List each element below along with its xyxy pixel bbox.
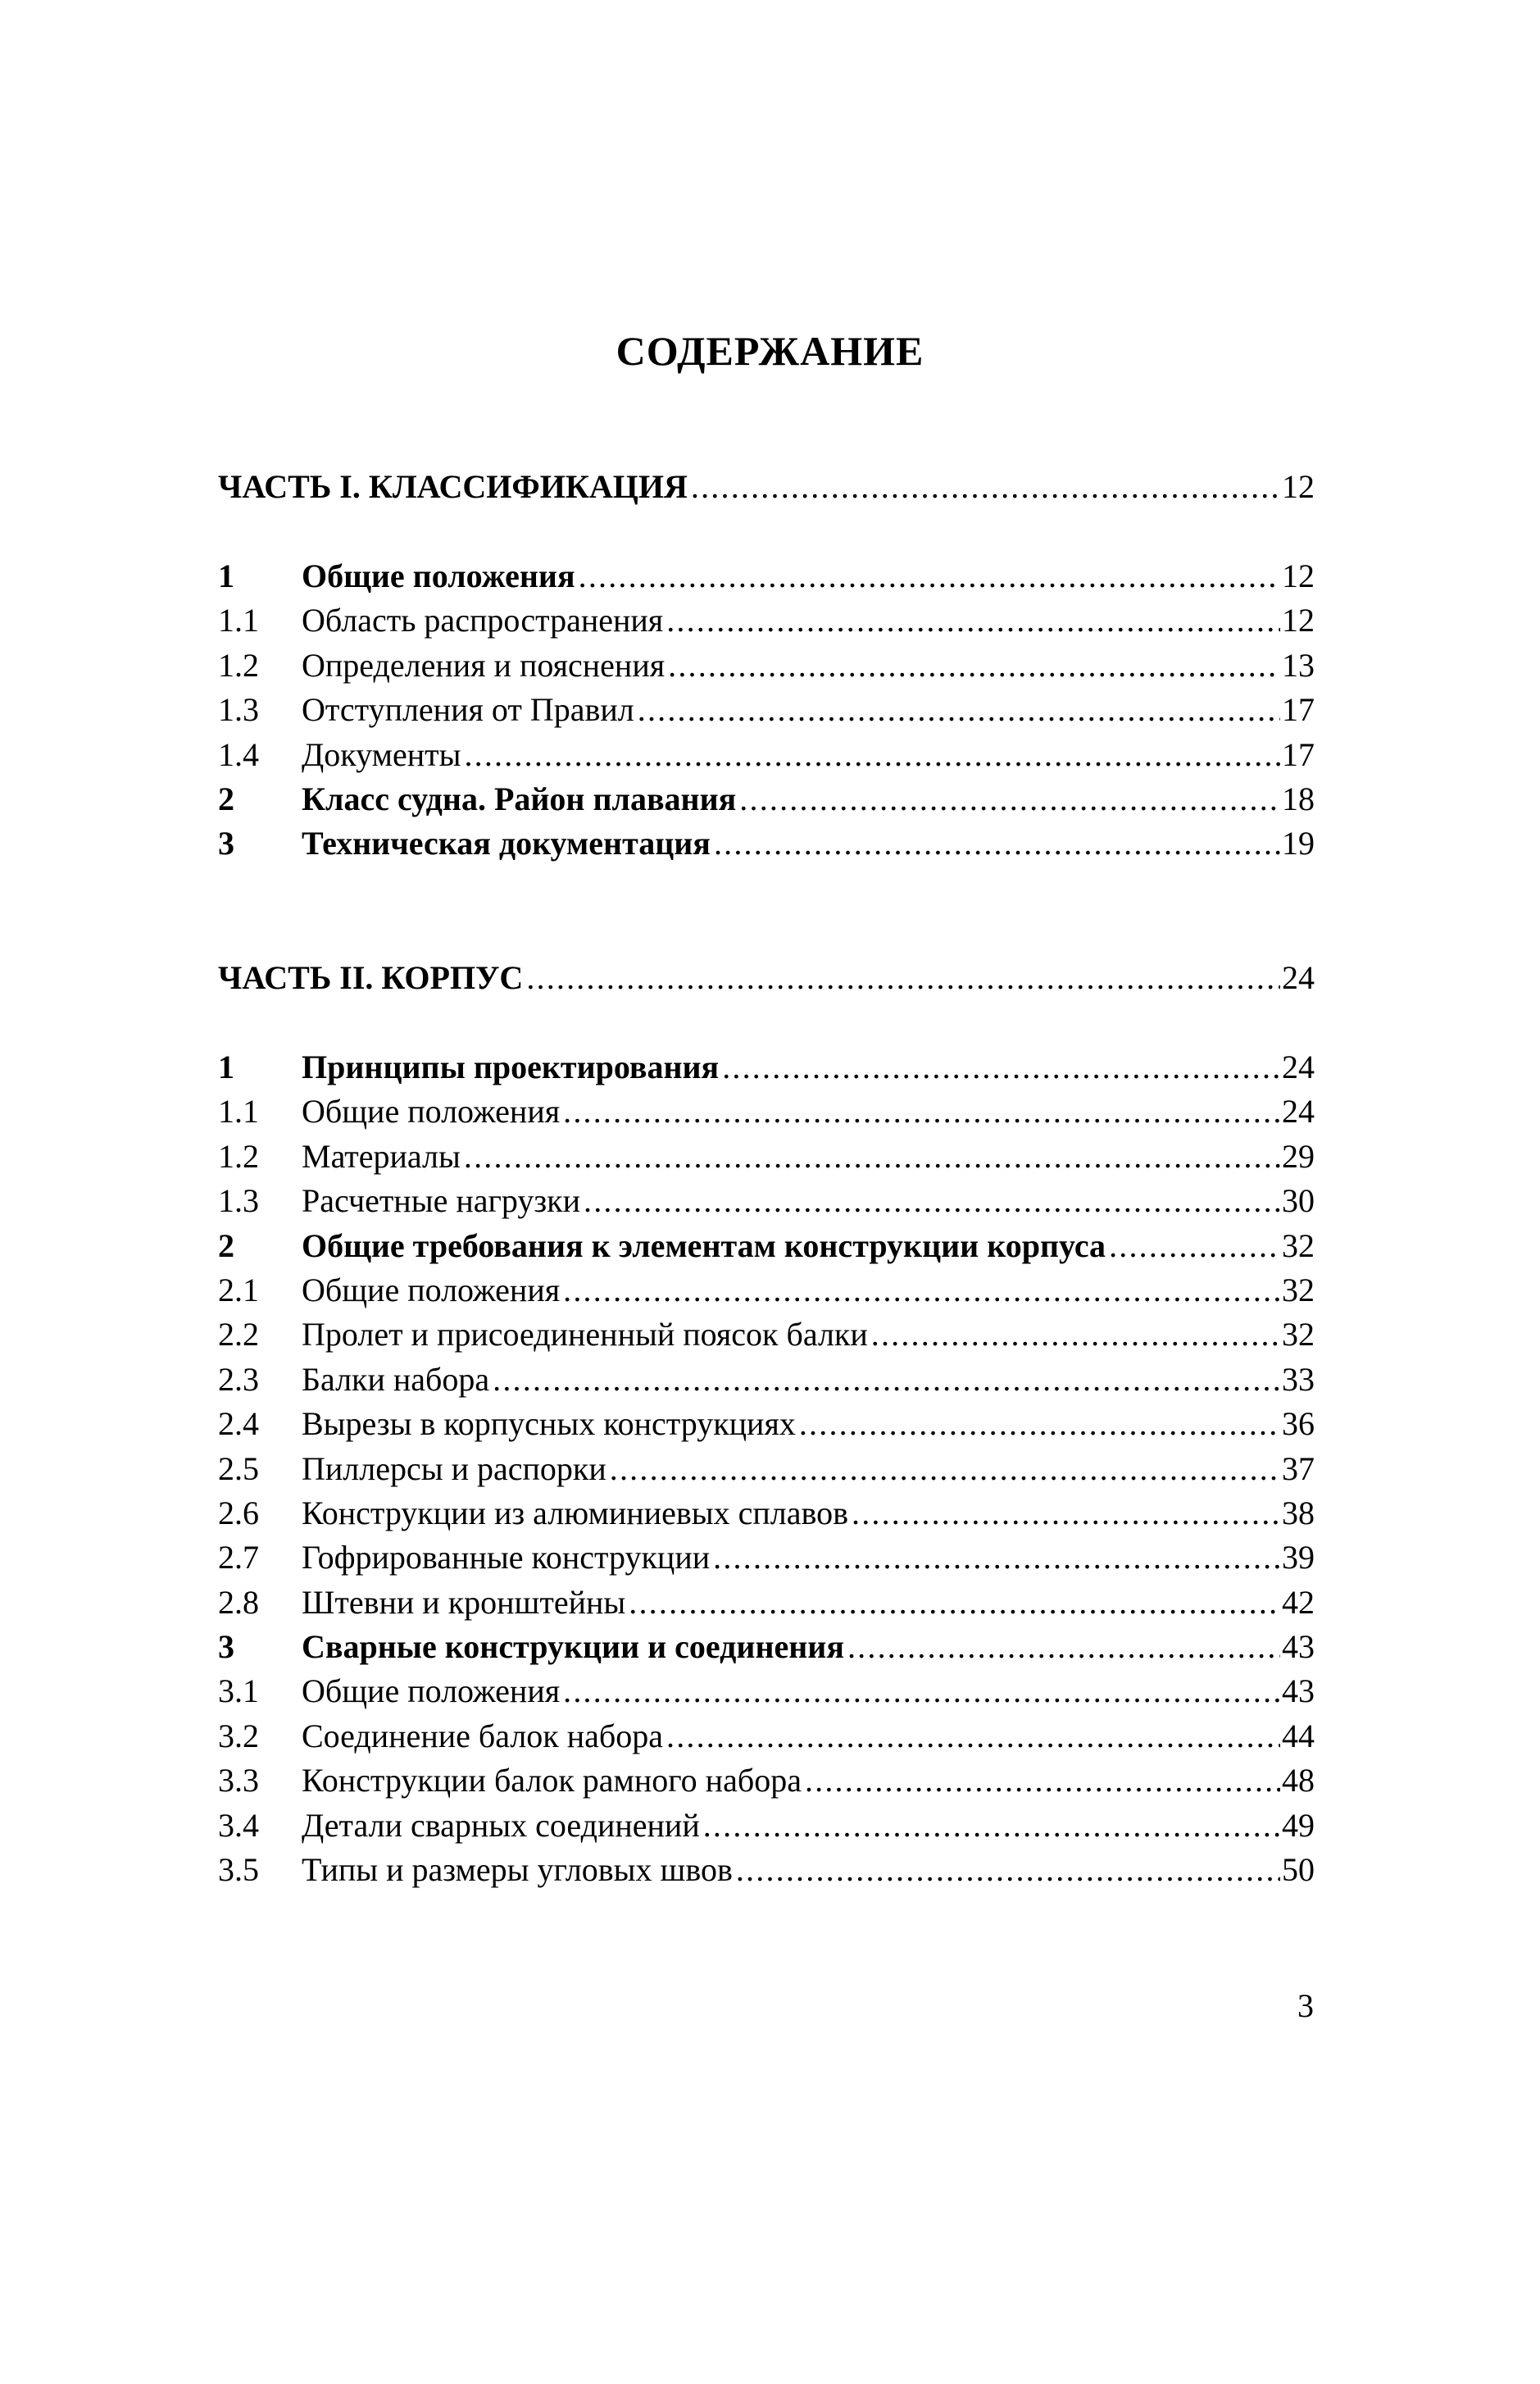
- toc-list: [218, 1045, 1315, 1892]
- dot-leader: [563, 1268, 1280, 1313]
- dot-leader: [563, 1090, 1280, 1134]
- toc-entry[interactable]: [218, 1758, 1315, 1803]
- toc-entry[interactable]: [218, 598, 1315, 643]
- toc-entry-page: 17: [1282, 735, 1315, 773]
- toc-entry-page: 36: [1282, 1405, 1315, 1443]
- toc-entry-page: 43: [1282, 1672, 1315, 1710]
- toc-entry[interactable]: [218, 1045, 1315, 1090]
- toc-entry-title: Общие положения: [302, 1672, 561, 1710]
- toc-part-heading[interactable]: [218, 956, 1315, 1000]
- toc-entry[interactable]: [218, 1669, 1315, 1713]
- dot-leader: [584, 1179, 1280, 1223]
- toc-entry-title: Гофрированные конструкции: [302, 1539, 711, 1576]
- toc-entry-number: 1.4: [218, 735, 259, 773]
- dot-leader: [493, 1358, 1280, 1402]
- toc-entry-page: 32: [1282, 1271, 1315, 1308]
- toc-entry-number: 1.3: [218, 691, 259, 729]
- dot-leader: [610, 1447, 1280, 1491]
- toc-entry[interactable]: [218, 1402, 1315, 1446]
- toc-part-2-heading: [218, 956, 1315, 1000]
- toc-entry[interactable]: [218, 1804, 1315, 1848]
- toc-entry[interactable]: [218, 1135, 1315, 1179]
- toc-entry-number: 3.1: [218, 1672, 259, 1710]
- toc-entry-title: Вырезы в корпусных конструкциях: [302, 1405, 796, 1443]
- toc-entry-title: Отступления от Правил: [302, 691, 634, 729]
- toc-entry-page: 17: [1282, 691, 1315, 729]
- dot-leader: [691, 465, 1280, 509]
- toc-entry-title: Пиллерсы и распорки: [302, 1449, 606, 1487]
- toc-entry-number: 2: [218, 780, 234, 817]
- toc-entry-number: 2.3: [218, 1360, 259, 1398]
- toc-entry[interactable]: [218, 1447, 1315, 1491]
- toc-entry-page: 37: [1282, 1449, 1315, 1487]
- toc-list: [218, 554, 1315, 867]
- toc-entry-page: 12: [1282, 557, 1315, 594]
- part-heading-text: ЧАСТЬ I. КЛАССИФИКАЦИЯ: [218, 468, 688, 505]
- part-heading-page: 12: [1282, 468, 1315, 505]
- toc-part-2-entries: [218, 1045, 1315, 1892]
- toc-entry[interactable]: [218, 1224, 1315, 1268]
- toc-entry[interactable]: [218, 733, 1315, 777]
- dot-leader: [713, 1535, 1280, 1580]
- dot-leader: [526, 956, 1280, 1000]
- toc-entry-page: 49: [1282, 1806, 1315, 1844]
- toc-entry-number: 3.4: [218, 1806, 259, 1844]
- dot-leader: [666, 598, 1280, 643]
- toc-part-1-heading: [218, 465, 1315, 509]
- toc-entry-page: 42: [1282, 1583, 1315, 1621]
- toc-entry-number: 1: [218, 1049, 234, 1085]
- toc-entry[interactable]: [218, 1581, 1315, 1625]
- toc-entry-page: 33: [1282, 1360, 1315, 1398]
- toc-entry[interactable]: [218, 1358, 1315, 1402]
- toc-entry-page: 44: [1282, 1717, 1315, 1754]
- toc-entry-number: 2.2: [218, 1316, 259, 1354]
- page-number: 3: [1297, 1987, 1314, 2024]
- toc-entry-page: 32: [1282, 1316, 1315, 1354]
- toc-entry-number: 1.1: [218, 1093, 259, 1131]
- toc-entry-page: 43: [1282, 1628, 1315, 1666]
- toc-entry-title: Определения и пояснения: [302, 646, 666, 684]
- toc-entry[interactable]: [218, 554, 1315, 598]
- toc-entry-number: 3.2: [218, 1717, 259, 1754]
- toc-entry-number: 2.4: [218, 1405, 259, 1443]
- toc-entry-title: Принципы проектирования: [302, 1049, 720, 1085]
- toc-entry-page: 39: [1282, 1539, 1315, 1576]
- toc-entry-page: 50: [1282, 1851, 1315, 1889]
- toc-entry-title: Техническая документация: [302, 825, 711, 862]
- toc-entry[interactable]: [218, 1090, 1315, 1134]
- part-heading-text: ЧАСТЬ II. КОРПУС: [218, 959, 524, 996]
- toc-entry[interactable]: [218, 688, 1315, 732]
- toc-entry[interactable]: [218, 777, 1315, 821]
- toc-entry-page: 38: [1282, 1494, 1315, 1531]
- toc-entry-page: 12: [1282, 602, 1315, 639]
- toc-entry[interactable]: [218, 1491, 1315, 1535]
- toc-entry-title: Область распространения: [302, 602, 664, 639]
- toc-entry-number: 2.7: [218, 1539, 259, 1576]
- dot-leader: [703, 1804, 1280, 1848]
- toc-entry-number: 1: [218, 557, 234, 594]
- toc-entry-page: 18: [1282, 780, 1315, 817]
- toc-entry[interactable]: [218, 1714, 1315, 1758]
- toc-entry-title: Типы и размеры угловых швов: [302, 1851, 733, 1889]
- toc-entry-title: Общие положения: [302, 1093, 561, 1131]
- toc-part-1-entries: [218, 554, 1315, 867]
- toc-entry-title: Общие положения: [302, 1271, 561, 1308]
- dot-leader: [852, 1491, 1280, 1535]
- toc-entry-number: 1.1: [218, 602, 259, 639]
- toc-entry-number: 1.3: [218, 1182, 259, 1220]
- toc-entry-number: 3: [218, 825, 234, 862]
- toc-entry[interactable]: [218, 644, 1315, 688]
- toc-entry-title: Штевни и кронштейны: [302, 1583, 626, 1621]
- dot-leader: [1109, 1224, 1280, 1268]
- toc-entry-title: Материалы: [302, 1137, 461, 1175]
- dot-leader: [847, 1625, 1280, 1669]
- toc-entry-title: Конструкции балок рамного набора: [302, 1762, 802, 1799]
- dot-leader: [714, 821, 1280, 866]
- toc-entry[interactable]: [218, 1535, 1315, 1580]
- toc-entry[interactable]: [218, 1848, 1315, 1892]
- toc-entry-title: Сварные конструкции и соединения: [302, 1628, 844, 1666]
- toc-entry-page: 19: [1282, 825, 1315, 862]
- toc-entry[interactable]: [218, 1625, 1315, 1669]
- dot-leader: [668, 644, 1280, 688]
- part-heading-page: 24: [1282, 959, 1315, 996]
- toc-entry-title: Соединение балок набора: [302, 1717, 663, 1754]
- toc-entry-page: 13: [1282, 646, 1315, 684]
- toc-entry-title: Пролет и присоединенный поясок балки: [302, 1316, 868, 1354]
- document-title: СОДЕРЖАНИЕ: [616, 328, 924, 374]
- dot-leader: [805, 1758, 1280, 1803]
- dot-leader: [736, 1848, 1280, 1892]
- toc-entry[interactable]: [218, 1268, 1315, 1313]
- toc-entry-title: Расчетные нагрузки: [302, 1182, 581, 1220]
- dot-leader: [666, 1714, 1280, 1758]
- dot-leader: [638, 688, 1280, 732]
- toc-entry-number: 1.2: [218, 646, 259, 684]
- dot-leader: [464, 1135, 1280, 1179]
- dot-leader: [629, 1581, 1280, 1625]
- toc-entry[interactable]: [218, 821, 1315, 866]
- toc-entry-page: 24: [1282, 1049, 1315, 1085]
- toc-entry-page: 30: [1282, 1182, 1315, 1220]
- dot-leader: [871, 1313, 1280, 1357]
- dot-leader: [739, 777, 1280, 821]
- toc-entry-page: 32: [1282, 1226, 1315, 1264]
- toc-entry-number: 2.8: [218, 1583, 259, 1621]
- dot-leader: [464, 733, 1280, 777]
- toc-entry-number: 2.1: [218, 1271, 259, 1308]
- dot-leader: [722, 1045, 1280, 1090]
- toc-entry-page: 24: [1282, 1093, 1315, 1131]
- toc-entry-title: Класс судна. Район плавания: [302, 780, 737, 817]
- toc-entry-title: Документы: [302, 735, 461, 773]
- toc-entry-number: 3: [218, 1628, 234, 1666]
- toc-entry-title: Общие требования к элементам конструкции корпуса: [302, 1226, 1106, 1264]
- dot-leader: [579, 554, 1280, 598]
- toc-entry-title: Детали сварных соединений: [302, 1806, 700, 1844]
- dot-leader: [563, 1669, 1280, 1713]
- toc-entry-page: 48: [1282, 1762, 1315, 1799]
- toc-entry-title: Конструкции из алюминиевых сплавов: [302, 1494, 848, 1531]
- toc-entry-page: 29: [1282, 1137, 1315, 1175]
- toc-entry-number: 2: [218, 1226, 234, 1264]
- toc-entry-number: 3.3: [218, 1762, 259, 1799]
- toc-entry[interactable]: [218, 1179, 1315, 1223]
- toc-entry-number: 1.2: [218, 1137, 259, 1175]
- toc-entry[interactable]: [218, 1313, 1315, 1357]
- toc-part-heading[interactable]: [218, 465, 1315, 509]
- toc-entry-title: Общие положения: [302, 557, 575, 594]
- toc-entry-number: 3.5: [218, 1851, 259, 1889]
- toc-entry-number: 2.5: [218, 1449, 259, 1487]
- toc-entry-title: Балки набора: [302, 1360, 490, 1398]
- dot-leader: [799, 1402, 1280, 1446]
- toc-entry-number: 2.6: [218, 1494, 259, 1531]
